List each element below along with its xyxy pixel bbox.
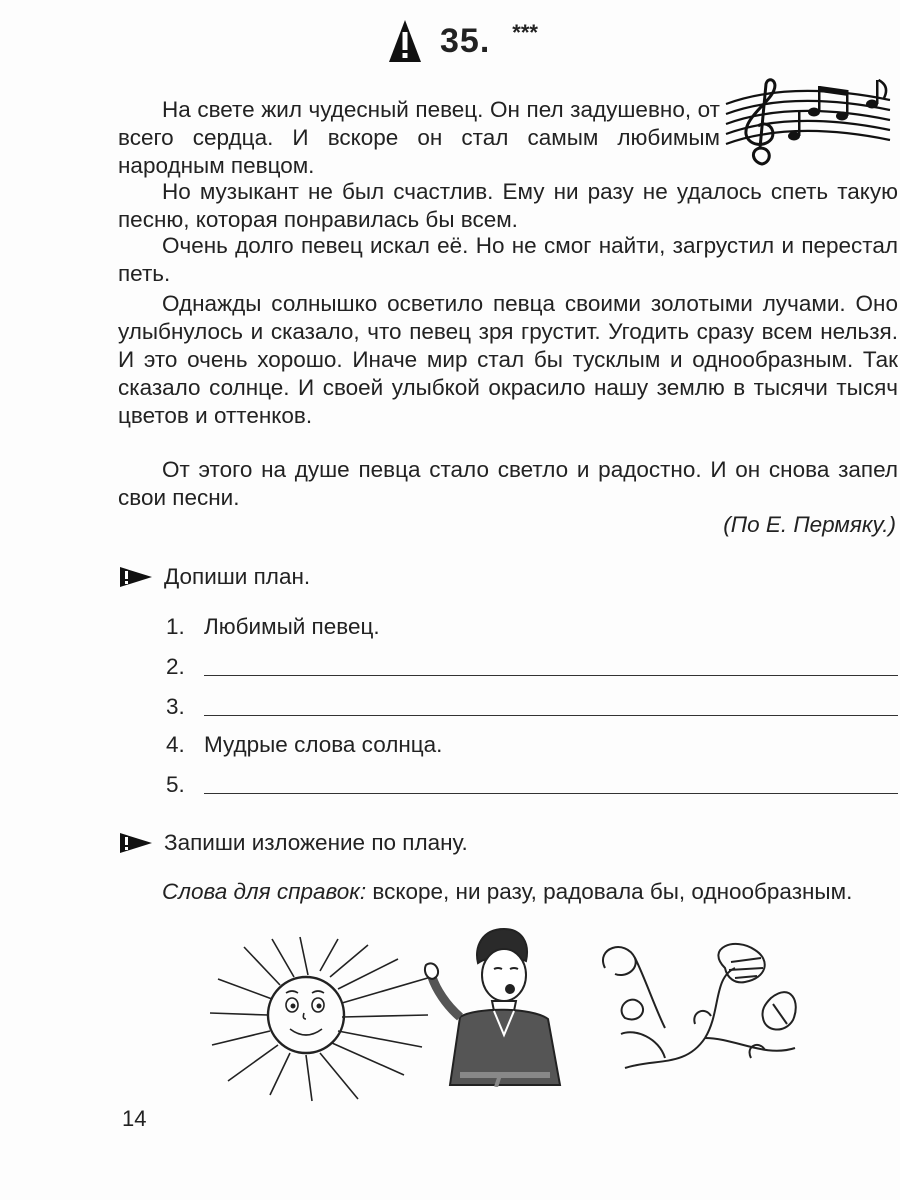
plan-answer-line[interactable] (204, 793, 898, 794)
sun-illustration-icon (208, 935, 448, 1105)
plan-item-number: 1. (166, 614, 185, 639)
plan-answer-line[interactable] (204, 715, 898, 716)
story-paragraph-2: Но музыкант не был счастлив. Ему ни разу не удалось спеть такую песню, которая понравилась бы всем. (118, 179, 898, 232)
warning-triangle-icon (388, 18, 422, 64)
task-plan (118, 564, 310, 590)
reference-label: Слова для справок: (162, 879, 367, 904)
task-plan-instruction: Допиши план. (164, 564, 311, 589)
plan-item-number: 4. (166, 732, 185, 757)
plan-answer-line[interactable] (204, 675, 898, 676)
story-paragraph-1: На свете жил чудесный певец. Он пел задушевно, от всего сердца. И вскоре он стал самым любимым народным певцом. (118, 97, 720, 178)
arrow-exclamation-icon (118, 565, 154, 589)
difficulty-stars: *** (512, 20, 538, 45)
reference-list: вскоре, ни разу, радовала бы, однообразным. (366, 879, 853, 904)
plan-item-1 (166, 612, 898, 640)
plan-item-text: Любимый певец. (204, 614, 380, 639)
arrow-exclamation-icon (118, 831, 154, 855)
plan-item-number: 5. (166, 772, 185, 797)
reference-words (118, 876, 898, 908)
plan-item-number: 3. (166, 694, 185, 719)
plan-item-number: 2. (166, 654, 185, 679)
story-paragraph-4: Однажды солнышко осветило певца своими золотыми лучами. Оно улыбнулось и сказало, что певец зря грустит. Угодить сразу всем нельзя. И это очень хорошо. Иначе мир стал бы тусклым и однообразным. Так сказало солнце. И своей улыбкой окрасило нашу землю в тысячи тысяч цветов и оттенков. (118, 291, 898, 428)
story-source: (По Е. Пермяку.) (723, 512, 896, 537)
treble-clef-notes-icon (722, 74, 894, 170)
exercise-header (388, 18, 538, 64)
exercise-number: 35. (440, 21, 491, 60)
task-retelling-instruction: Запиши изложение по плану. (164, 830, 468, 855)
singer-boy-illustration-icon (420, 925, 585, 1087)
story-paragraph-5: От этого на душе певца стало светло и радостно. И он снова запел свои песни. (118, 457, 898, 510)
plan-item-text: Мудрые слова солнца. (204, 732, 443, 757)
task-retelling (118, 830, 468, 856)
flower-ornament-illustration-icon (595, 938, 805, 1078)
plan-item-3 (166, 692, 898, 720)
story-paragraph-3: Очень долго певец искал её. Но не смог найти, загрустил и перестал петь. (118, 233, 898, 286)
plan-item-5 (166, 770, 898, 798)
plan-item-4 (166, 730, 898, 758)
page-number: 14 (122, 1106, 147, 1131)
plan-item-2 (166, 652, 898, 680)
